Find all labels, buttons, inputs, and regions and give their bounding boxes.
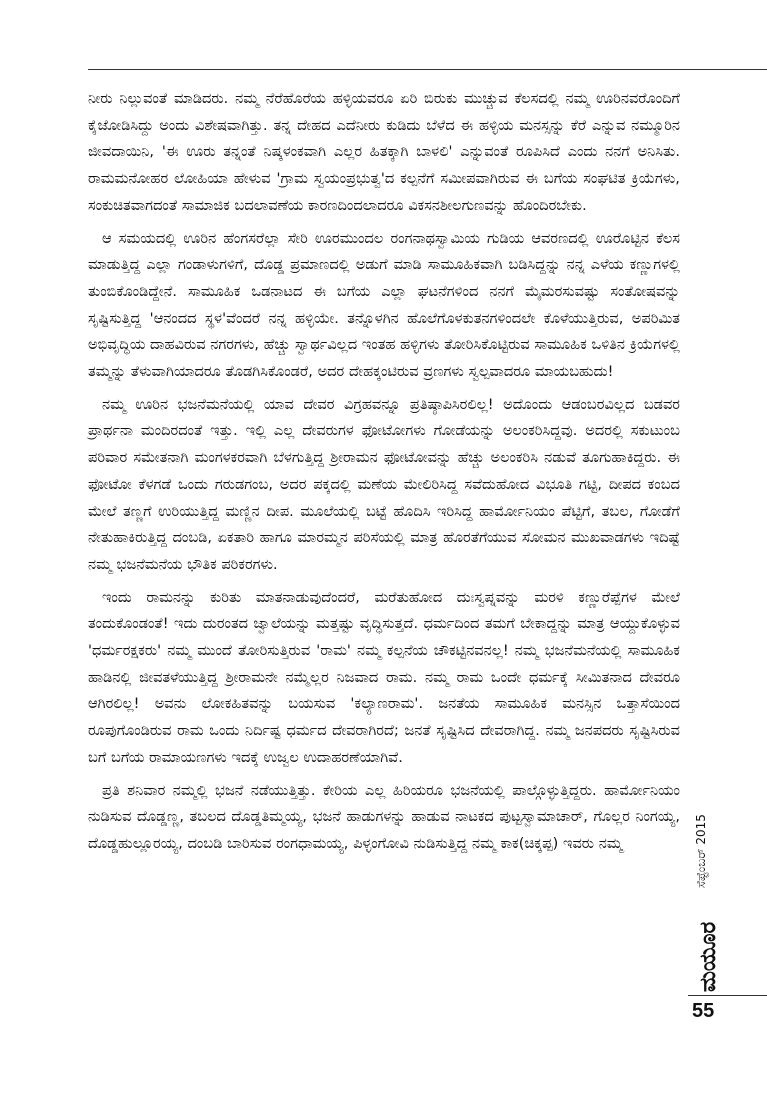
paragraph-3: ನಮ್ಮ ಊರಿನ ಭಜನೆಮನೆಯಲ್ಲಿ ಯಾವ ದೇವರ ವಿಗ್ರಹವನ್ನೂ ಪ್ರತಿಷ್ಠಾಪಿಸಿರಲಿಲ್ಲ! ಅದೊಂದು ಆಡಂಬರವಿಲ್ಲದ ಬಡವರ ಪ್ರಾರ್ಥನಾ ಮಂದಿರದಂತೆ ಇತ್ತು. ಇಲ್ಲಿ ಎಲ್ಲ ದೇವರುಗಳ ಫೋಟೋಗಳು ಗೋಡೆಯನ್ನು ಅಲಂಕರಿಸಿದ್ದವು. ಅದರಲ್ಲಿ ಸಕುಟುಂಬ ಪರಿವಾರ ಸಮೇತನಾಗಿ ಮಂಗಳಕರವಾಗಿ ಬೆಳಗುತ್ತಿದ್ದ ಶ್ರೀರಾಮನ ಫೋಟೋವನ್ನು ಹೆಚ್ಚು ಅಲಂಕರಿಸಿ ನಡುವೆ ತೂಗುಹಾಕಿದ್ದರು. ಈ ಫೋಟೋ ಕೆಳಗಡೆ ಒಂದು ಗರುಡಗಂಬ, ಅದರ ಪಕ್ಕದಲ್ಲಿ ಮಣೆಯ ಮೇಲಿರಿಸಿದ್ದ ಸವೆದುಹೋದ ವಿಭೂತಿ ಗಟ್ಟಿ, ದೀಪದ ಕಂಬದ ಮೇಲೆ ತಣ್ಣಗೆ ಉರಿಯುತ್ತಿದ್ದ ಮಣ್ಣಿನ ದೀಪ. ಮೂಲೆಯಲ್ಲಿ ಬಟ್ಟೆ ಹೊದಿಸಿ ಇರಿಸಿದ್ದ ಹಾರ್ಮೋನಿಯಂ ಪೆಟ್ಟಿಗೆ, ತಬಲ, ಗೋಡೆಗೆ ನೇತುಹಾಕಿರುತ್ತಿದ್ದ ದಂಬಡಿ, ಏಕತಾರಿ ಹಾಗೂ ಮಾರಮ್ಮನ ಪರಿಸೆಯಲ್ಲಿ ಮಾತ್ರ ಹೊರತೆಗೆಯುವ ಸೋಮನ ಮುಖವಾಡಗಳು ಇದಿಷ್ಟೆ ನಮ್ಮ ಭಜನೆಮನೆಯ ಭೌತಿಕ ಪರಿಕರಗಳು. (88, 396, 680, 573)
magazine-logo: ಮಯೂರ (696, 921, 721, 992)
footer-rule (688, 995, 767, 996)
page-number: 55 (692, 1000, 715, 1022)
issue-date: ಸೆಪ್ಟೆಂಬರ್ 2015 (694, 814, 708, 888)
paragraph-1: ನೀರು ನಿಲ್ಲುವಂತೆ ಮಾಡಿದರು. ನಮ್ಮ ನೆರೆಹೊರೆಯ ಹಳ್ಳಿಯವರೂ ಏರಿ ಬಿರುಕು ಮುಚ್ಚುವ ಕೆಲಸದಲ್ಲಿ ನಮ್ಮ ಊರಿನವರೊಂದಿಗೆ ಕೈಜೋಡಿಸಿದ್ದು ಅಂದು ವಿಶೇಷವಾಗಿತ್ತು. ತನ್ನ ದೇಹದ ಎದೆನೀರು ಕುಡಿದು ಬೆಳೆದ ಈ ಹಳ್ಳಿಯ ಮನಸ್ಸನ್ನು ಕೆರೆ ಎನ್ನುವ ನಮ್ಮೂರಿನ ಜೀವದಾಯಿನಿ, 'ಈ ಊರು ತನ್ನಂತೆ ನಿಷ್ಕಳಂಕವಾಗಿ ಎಲ್ಲರ ಹಿತಕ್ಕಾಗಿ ಬಾಳಲಿ' ಎನ್ನುವಂತೆ ರೂಪಿಸಿದೆ ಎಂದು ನನಗೆ ಅನಿಸಿತು. ರಾಮಮನೋಹರ ಲೋಹಿಯಾ ಹೇಳುವ 'ಗ್ರಾಮ ಸ್ವಯಂಪ್ರಭುತ್ವ'ದ ಕಲ್ಪನೆಗೆ ಸಮೀಪವಾಗಿರುವ ಈ ಬಗೆಯ ಸಂಘಟಿತ ಕ್ರಿಯೆಗಳು, ಸಂಕುಚಿತವಾಗದಂತೆ ಸಾಮಾಜಿಕ ಬದಲಾವಣೆಯ ಕಾರಣದಿಂದಲಾದರೂ ವಿಕಸನಶೀಲಗುಣವನ್ನು ಹೊಂದಿರಬೇಕು. (88, 91, 680, 214)
header-rule (88, 69, 767, 70)
paragraph-2: ಆ ಸಮಯದಲ್ಲಿ ಊರಿನ ಹೆಂಗಸರೆಲ್ಲಾ ಸೇರಿ ಊರಮುಂದಲ ರಂಗನಾಥಸ್ವಾಮಿಯ ಗುಡಿಯ ಆವರಣದಲ್ಲಿ ಊರೊಟ್ಟಿನ ಕೆಲಸ ಮಾಡುತ್ತಿದ್ದ ಎಲ್ಲಾ ಗಂಡಾಳುಗಳಿಗೆ, ದೊಡ್ಡ ಪ್ರಮಾಣದಲ್ಲಿ ಅಡುಗೆ ಮಾಡಿ ಸಾಮೂಹಿಕವಾಗಿ ಬಡಿಸಿದ್ದನ್ನು ನನ್ನ ಎಳೆಯ ಕಣ್ಣುಗಳಲ್ಲಿ ತುಂಬಿಕೊಂಡಿದ್ದೇನೆ. ಸಾಮೂಹಿಕ ಒಡನಾಟದ ಈ ಬಗೆಯ ಎಲ್ಲಾ ಘಟನೆಗಳಿಂದ ನನಗೆ ಮೈಮರಸುವಷ್ಟು ಸಂತೋಷವನ್ನು ಸೃಷ್ಟಿಸುತ್ತಿದ್ದ 'ಆನಂದದ ಸ್ಥಳ'ವೆಂದರೆ ನನ್ನ ಹಳ್ಳಿಯೇ. ತನ್ನೊಳಗಿನ ಹೊಲೆಗೊಳಕುತನಗಳಿಂದಲೇ ಕೊಳೆಯುತ್ತಿರುವ, ಅಪರಿಮಿತ ಅಭಿವೃದ್ಧಿಯ ದಾಹವಿರುವ ನಗರಗಳು, ಹೆಚ್ಚು ಸ್ವಾರ್ಥವಿಲ್ಲದ ಇಂತಹ ಹಳ್ಳಿಗಳು ತೋರಿಸಿಕೊಟ್ಟಿರುವ ಸಾಮೂಹಿಕ ಒಳಿತಿನ ಕ್ರಿಯೆಗಳಲ್ಲಿ ತಮ್ಮನ್ನು ತೆಳುವಾಗಿಯಾದರೂ ತೊಡಗಿಸಿಕೊಂಡರೆ, ಅದರ ದೇಹಕ್ಕಂಟಿರುವ ವ್ರಣಗಳು ಸ್ವಲ್ಪವಾದರೂ ಮಾಯಬಹುದು! (88, 230, 680, 381)
paragraph-4: ಇಂದು ರಾಮನನ್ನು ಕುರಿತು ಮಾತನಾಡುವುದೆಂದರೆ, ಮರೆತುಹೋದ ದುಃಸ್ವಪ್ನವನ್ನು ಮರಳಿ ಕಣ್ಣುರೆಪ್ಪೆಗಳ ಮೇಲೆ ತಂದುಕೊಂಡಂತೆ! ಇದು ದುರಂತದ ಜ್ವಾಲೆಯನ್ನು ಮತ್ತಷ್ಟು ವೃದ್ಧಿಸುತ್ತದೆ. ಧರ್ಮದಿಂದ ತಮಗೆ ಬೇಕಾದ್ದನ್ನು ಮಾತ್ರ ಆಯ್ದುಕೊಳ್ಳುವ 'ಧರ್ಮರಕ್ಷಕರು' ನಮ್ಮ ಮುಂದೆ ತೋರಿಸುತ್ತಿರುವ 'ರಾಮ' ನಮ್ಮ ಕಲ್ಪನೆಯ ಚೌಕಟ್ಟಿನವನಲ್ಲ! ನಮ್ಮ ಭಜನೆಮನೆಯಲ್ಲಿ ಸಾಮೂಹಿಕ ಹಾಡಿನಲ್ಲಿ ಜೀವತಳೆಯುತ್ತಿದ್ದ ಶ್ರೀರಾಮನೇ ನಮ್ಮೆಲ್ಲರ ನಿಜವಾದ ರಾಮ. ನಮ್ಮ ರಾಮ ಒಂದೇ ಧರ್ಮಕ್ಕೆ ಸೀಮಿತನಾದ ದೇವರೂ ಆಗಿರಲಿಲ್ಲ! ಅವನು ಲೋಕಹಿತವನ್ನು ಬಯಸುವ 'ಕಲ್ಯಾಣರಾಮ'. ಜನತೆಯ ಸಾಮೂಹಿಕ ಮನಸ್ಸಿನ ಒತ್ತಾಸೆಯಿಂದ ರೂಪುಗೊಂಡಿರುವ ರಾಮ ಒಂದು ನಿರ್ದಿಷ್ಟ ಧರ್ಮದ ದೇವರಾಗಿರದೆ; ಜನತೆ ಸೃಷ್ಟಿಸಿದ ದೇವರಾಗಿದ್ದ. ನಮ್ಮ ಜನಪದರು ಸೃಷ್ಟಿಸಿರುವ ಬಗೆ ಬಗೆಯ ರಾಮಾಯಣಗಳು ಇದಕ್ಕೆ ಉಜ್ವಲ ಉದಾಹರಣೆಯಾಗಿವೆ. (88, 589, 680, 766)
paragraph-5: ಪ್ರತಿ ಶನಿವಾರ ನಮ್ಮಲ್ಲಿ ಭಜನೆ ನಡೆಯುತ್ತಿತ್ತು. ಕೇರಿಯ ಎಲ್ಲ ಹಿರಿಯರೂ ಭಜನೆಯಲ್ಲಿ ಪಾಲ್ಗೊಳ್ಳುತ್ತಿದ್ದರು. ಹಾರ್ಮೋನಿಯಂ ನುಡಿಸುವ ದೊಡ್ಡಣ್ಣ, ತಬಲದ ದೊಡ್ಡತಿಮ್ಮಯ್ಯ, ಭಜನೆ ಹಾಡುಗಳನ್ನು ಹಾಡುವ ನಾಟಕದ ಪುಟ್ಟಸ್ವಾಮಾಚಾರ್, ಗೊಲ್ಲರ ನಿಂಗಯ್ಯ, ದೊಡ್ಡಹುಲ್ಲೂರಯ್ಯ, ದಂಬಡಿ ಬಾರಿಸುವ ರಂಗಧಾಮಯ್ಯ, ಪಿಳ್ಳಂಗೋವಿ ನುಡಿಸುತ್ತಿದ್ದ ನಮ್ಮ ಕಾಕ(ಚಿಕ್ಕಪ್ಪ) ಇವರು ನಮ್ಮ (88, 782, 680, 852)
issue-date-wrapper (688, 760, 718, 890)
magazine-logo-wrapper (694, 898, 728, 994)
article-body (88, 86, 680, 864)
